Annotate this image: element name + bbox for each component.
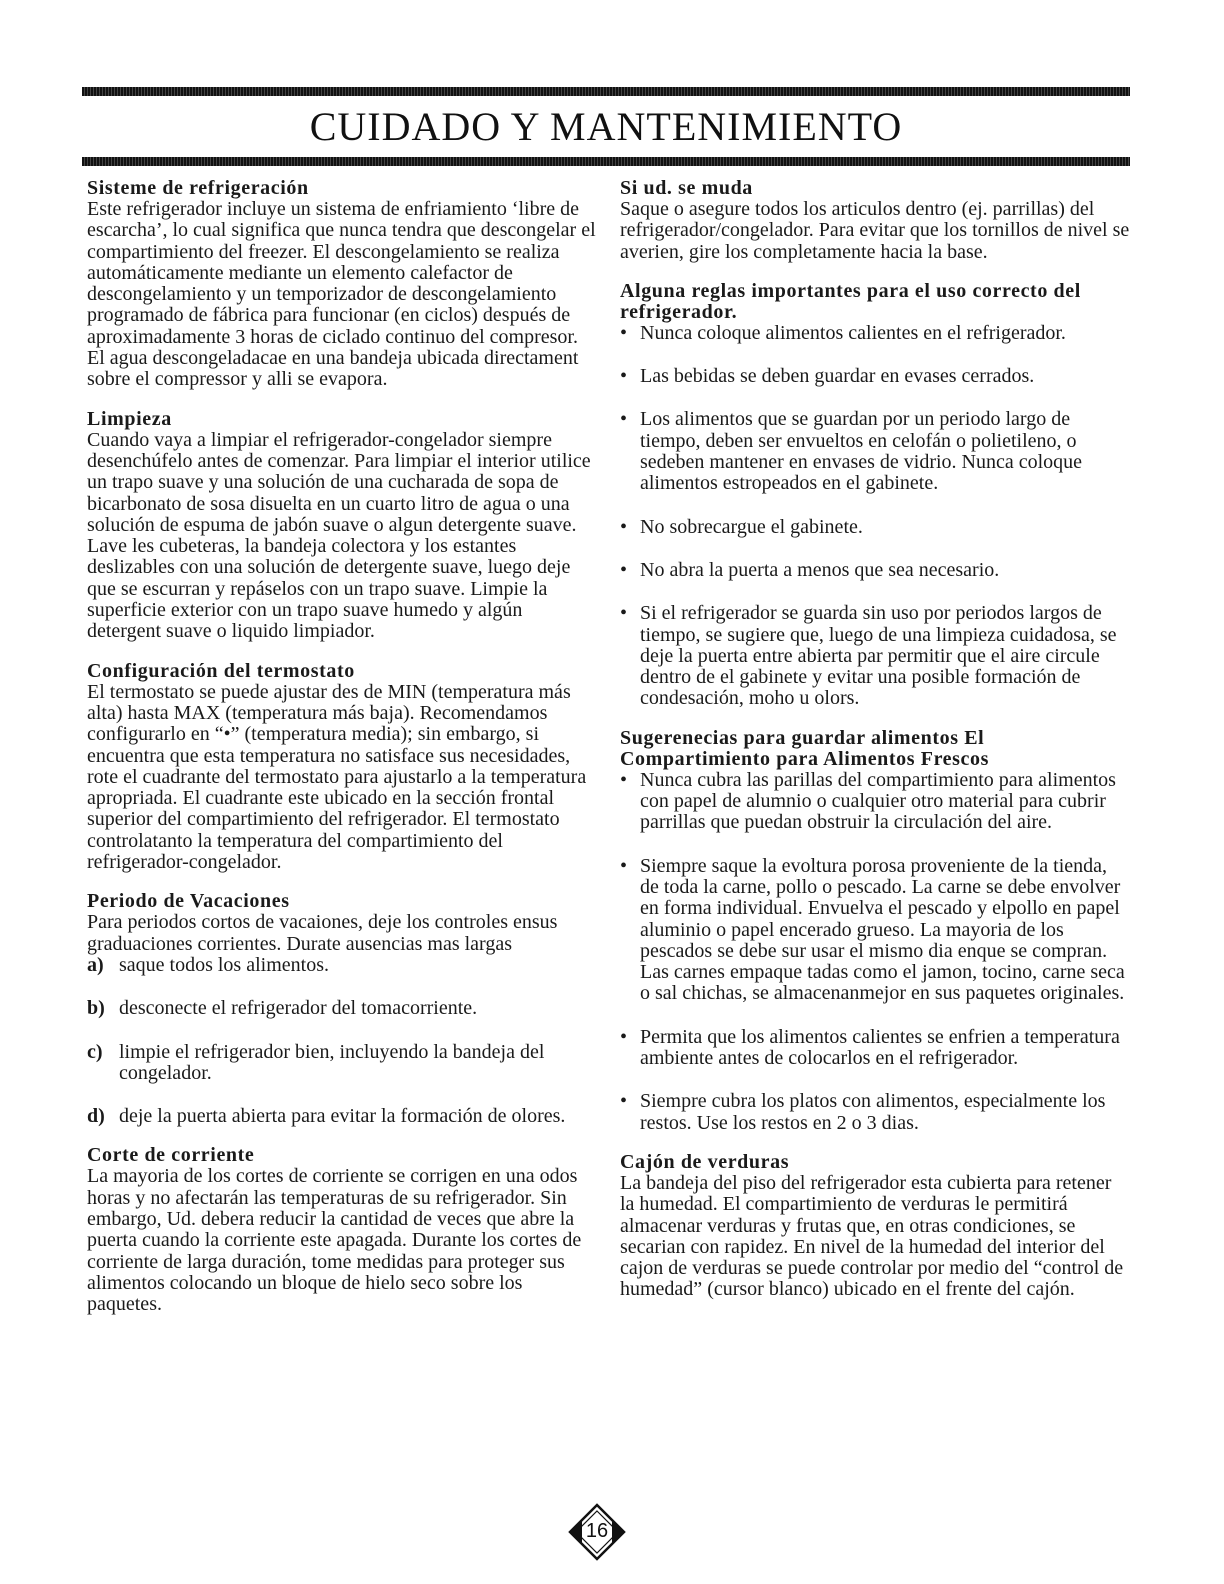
page-number-badge — [568, 1503, 626, 1561]
list-item-text: Permita que los alimentos calientes se enfrien a temperatura ambiente antes de colocarlos en el refrigerador. — [640, 1025, 1120, 1070]
section-text: Este refrigerador incluye un sistema de enfriamiento ‘libre de escarcha’, lo cual significa que nunca tendra que descongelar el compartimiento del freezer. El descongelamiento se realiza automáticamente mediante un elemento calefactor de descongelamiento y un temporizador de descongelamiento programado de fábrica para funcionar (en ciclos) después de aproximadamente 3 horas de ciclado continuo del compresor. El agua descongeladacae en una bandeja ubicada directament sobre el compressor y alli se evapora. — [87, 198, 596, 391]
section-refrigeracion — [87, 178, 599, 391]
list-item-text: Siempre saque la evoltura porosa proveniente de la tienda, de toda la carne, pollo o pescado. La carne se debe envolver en forma individual. Envuelva el pescado y elpollo en papel aluminio o papel encerado grueso. La mayoria de los pescados se debe sur usar el mismo dia enque se compran. Las carnes empaque tadas como el jamon, tocino, carne seca o sal chichas, se almacenanmejor en sus paquetes originales. — [640, 854, 1125, 1005]
section-heading: Sugerenecias para guardar alimentos El Compartimiento para Alimentos Frescos — [620, 726, 990, 770]
section-heading: Si ud. se muda — [620, 177, 753, 199]
list-item — [87, 955, 599, 976]
list-item-text: deje la puerta abierta para evitar la formación de olores. — [119, 1105, 566, 1128]
section-vacaciones — [87, 891, 599, 1127]
storage-tips-list — [620, 770, 1130, 1134]
list-item — [87, 998, 599, 1019]
page-number: 16 — [585, 1520, 609, 1542]
section-reglas — [620, 281, 1130, 710]
vacation-steps-list — [87, 955, 599, 1127]
list-item-text: desconecte el refrigerador del tomacorriente. — [119, 997, 478, 1020]
header-rule-bottom — [82, 157, 1130, 166]
list-item-text: No sobrecargue el gabinete. — [640, 515, 863, 538]
section-heading: Alguna reglas importantes para el uso correcto del refrigerador. — [620, 279, 1081, 323]
page-title: CUIDADO Y MANTENIMIENTO — [309, 104, 903, 149]
section-text: La mayoria de los cortes de corriente se corrigen en una odos horas y no afectarán las temperaturas de su refrigerador. Sin embargo, Ud. debera reducir la cantidad de veces que abre la puerta cuando la corriente este apagada. Durante los cortes de corriente de larga duración, tome medidas para proteger sus alimentos colocando un bloque de hielo seco sobre los paquetes. — [87, 1165, 582, 1316]
list-item-text: Nunca cubra las parillas del compartimiento para alimentos con papel de alumnio o cualquier otro material para cubrir parrillas que puedan obstruir la circulación del aire. — [640, 768, 1116, 834]
list-item — [620, 560, 1130, 581]
list-item-text: Las bebidas se deben guardar en evases cerrados. — [640, 365, 1035, 388]
list-item — [620, 770, 1130, 834]
list-item-text: saque todos los alimentos. — [119, 953, 329, 976]
bullet-icon: • — [620, 602, 628, 625]
list-item-text: Los alimentos que se guardan por un periodo largo de tiempo, deben ser envueltos en celofán o polietileno, o sedeben mantener en envases de vidrio. Nunca coloque alimentos estropeados en el gabinete. — [640, 408, 1083, 495]
list-item-text: No abra la puerta a menos que sea necesario. — [640, 558, 1000, 581]
section-heading: Cajón de verduras — [620, 1150, 790, 1173]
list-item — [620, 366, 1130, 387]
list-item — [620, 1091, 1130, 1134]
list-item — [620, 409, 1130, 494]
bullet-icon: • — [620, 854, 628, 877]
list-item-text: Nunca coloque alimentos calientes en el refrigerador. — [640, 321, 1066, 344]
section-muda — [620, 178, 1130, 263]
list-item-text: Si el refrigerador se guarda sin uso por periodos largos de tiempo, se sugiere que, luego de una limpieza cuidadosa, se deje la puerta entre abierta par permitir que el aire circule dentro de el gabinete y evitar una posible formación de condesación, moho u olors. — [640, 602, 1117, 710]
section-heading: Configuración del termostato — [87, 659, 355, 682]
section-verduras — [620, 1152, 1130, 1301]
section-heading: Limpieza — [87, 407, 172, 430]
list-marker: b) — [87, 997, 105, 1020]
section-text: La bandeja del piso del refrigerador esta cubierta para retener la humedad. El compartimiento de verduras le permitirá almacenar verduras y frutas que, en otras condiciones, se secarian con rapidez. En nivel de la humedad del interior del cajon de verduras se puede controlar por medio del “control de humedad” (cursor blanco) ubicado en el frente del cajón. — [620, 1171, 1124, 1301]
list-item — [620, 323, 1130, 344]
list-item — [87, 1106, 599, 1127]
left-column — [87, 178, 599, 1333]
section-text: Para periodos cortos de vacaiones, deje los controles ensus graduaciones corrientes. Durate ausencias mas largas — [87, 911, 558, 955]
section-heading: Sisteme de refrigeración — [87, 177, 309, 199]
bullet-icon: • — [620, 515, 628, 538]
list-item-text: limpie el refrigerador bien, incluyendo la bandeja del congelador. — [119, 1040, 545, 1084]
section-termostato — [87, 661, 599, 874]
section-text: El termostato se puede ajustar des de MIN (temperatura más alta) hasta MAX (temperatura más baja). Recomendamos configurarlo en “•” (temperatura media); sin embargo, si encuentra que esta temperatura no satisface sus necesidades, rote el cuadrante del termostato para ajustarlo a la temperatura apropriada. El cuadrante este ubicado en la sección frontal superior del compartimiento del refrigerador. El termostato controlatanto la temperatura del compartimiento del refrigerador-congelador. — [87, 680, 587, 874]
rules-list — [620, 323, 1130, 710]
bullet-icon: • — [620, 408, 628, 431]
section-text: Cuando vaya a limpiar el refrigerador-congelador siempre desenchúfelo antes de comenzar. Para limpiar el interior utilice un trapo suave y una solución de una cucharada de sopa de bicarbonato de sosa disuelta en un cuarto litro de agua o una solución de espuma de jabón suave o algun detergente suave. Lave les cubeteras, la bandeja colectora y los estantes deslizables con una solución de detergente suave, luego deje que se escurran y repáselos con un trapo suave. Limpie la superficie exterior con un trapo suave humedo y algún detergent suave o liquido limpiador. — [87, 428, 591, 643]
section-heading: Periodo de Vacaciones — [87, 890, 290, 913]
list-marker: d) — [87, 1105, 105, 1128]
right-column — [620, 178, 1130, 1319]
list-item — [620, 856, 1130, 1005]
list-item — [87, 1042, 599, 1085]
list-item — [620, 603, 1130, 709]
section-corte-corriente — [87, 1145, 599, 1315]
section-text: Saque o asegure todos los articulos dentro (ej. parrillas) del refrigerador/congelador. Para evitar que los tornillos de nivel se averien, gire los completamente hacia la base. — [620, 198, 1130, 263]
bullet-icon: • — [620, 558, 628, 581]
section-sugerencias — [620, 728, 1130, 1134]
section-limpieza — [87, 409, 599, 643]
bullet-icon: • — [620, 365, 628, 388]
bullet-icon: • — [620, 321, 628, 344]
list-item — [620, 517, 1130, 538]
section-heading: Corte de corriente — [87, 1144, 255, 1167]
list-item — [620, 1027, 1130, 1070]
list-item-text: Siempre cubra los platos con alimentos, especialmente los restos. Use los restos en 2 o 3 dias. — [640, 1090, 1106, 1134]
header-rule-top — [82, 87, 1130, 96]
bullet-icon: • — [620, 1090, 628, 1113]
bullet-icon: • — [620, 768, 628, 791]
list-marker: c) — [87, 1040, 103, 1063]
list-marker: a) — [87, 953, 104, 976]
bullet-icon: • — [620, 1025, 628, 1048]
